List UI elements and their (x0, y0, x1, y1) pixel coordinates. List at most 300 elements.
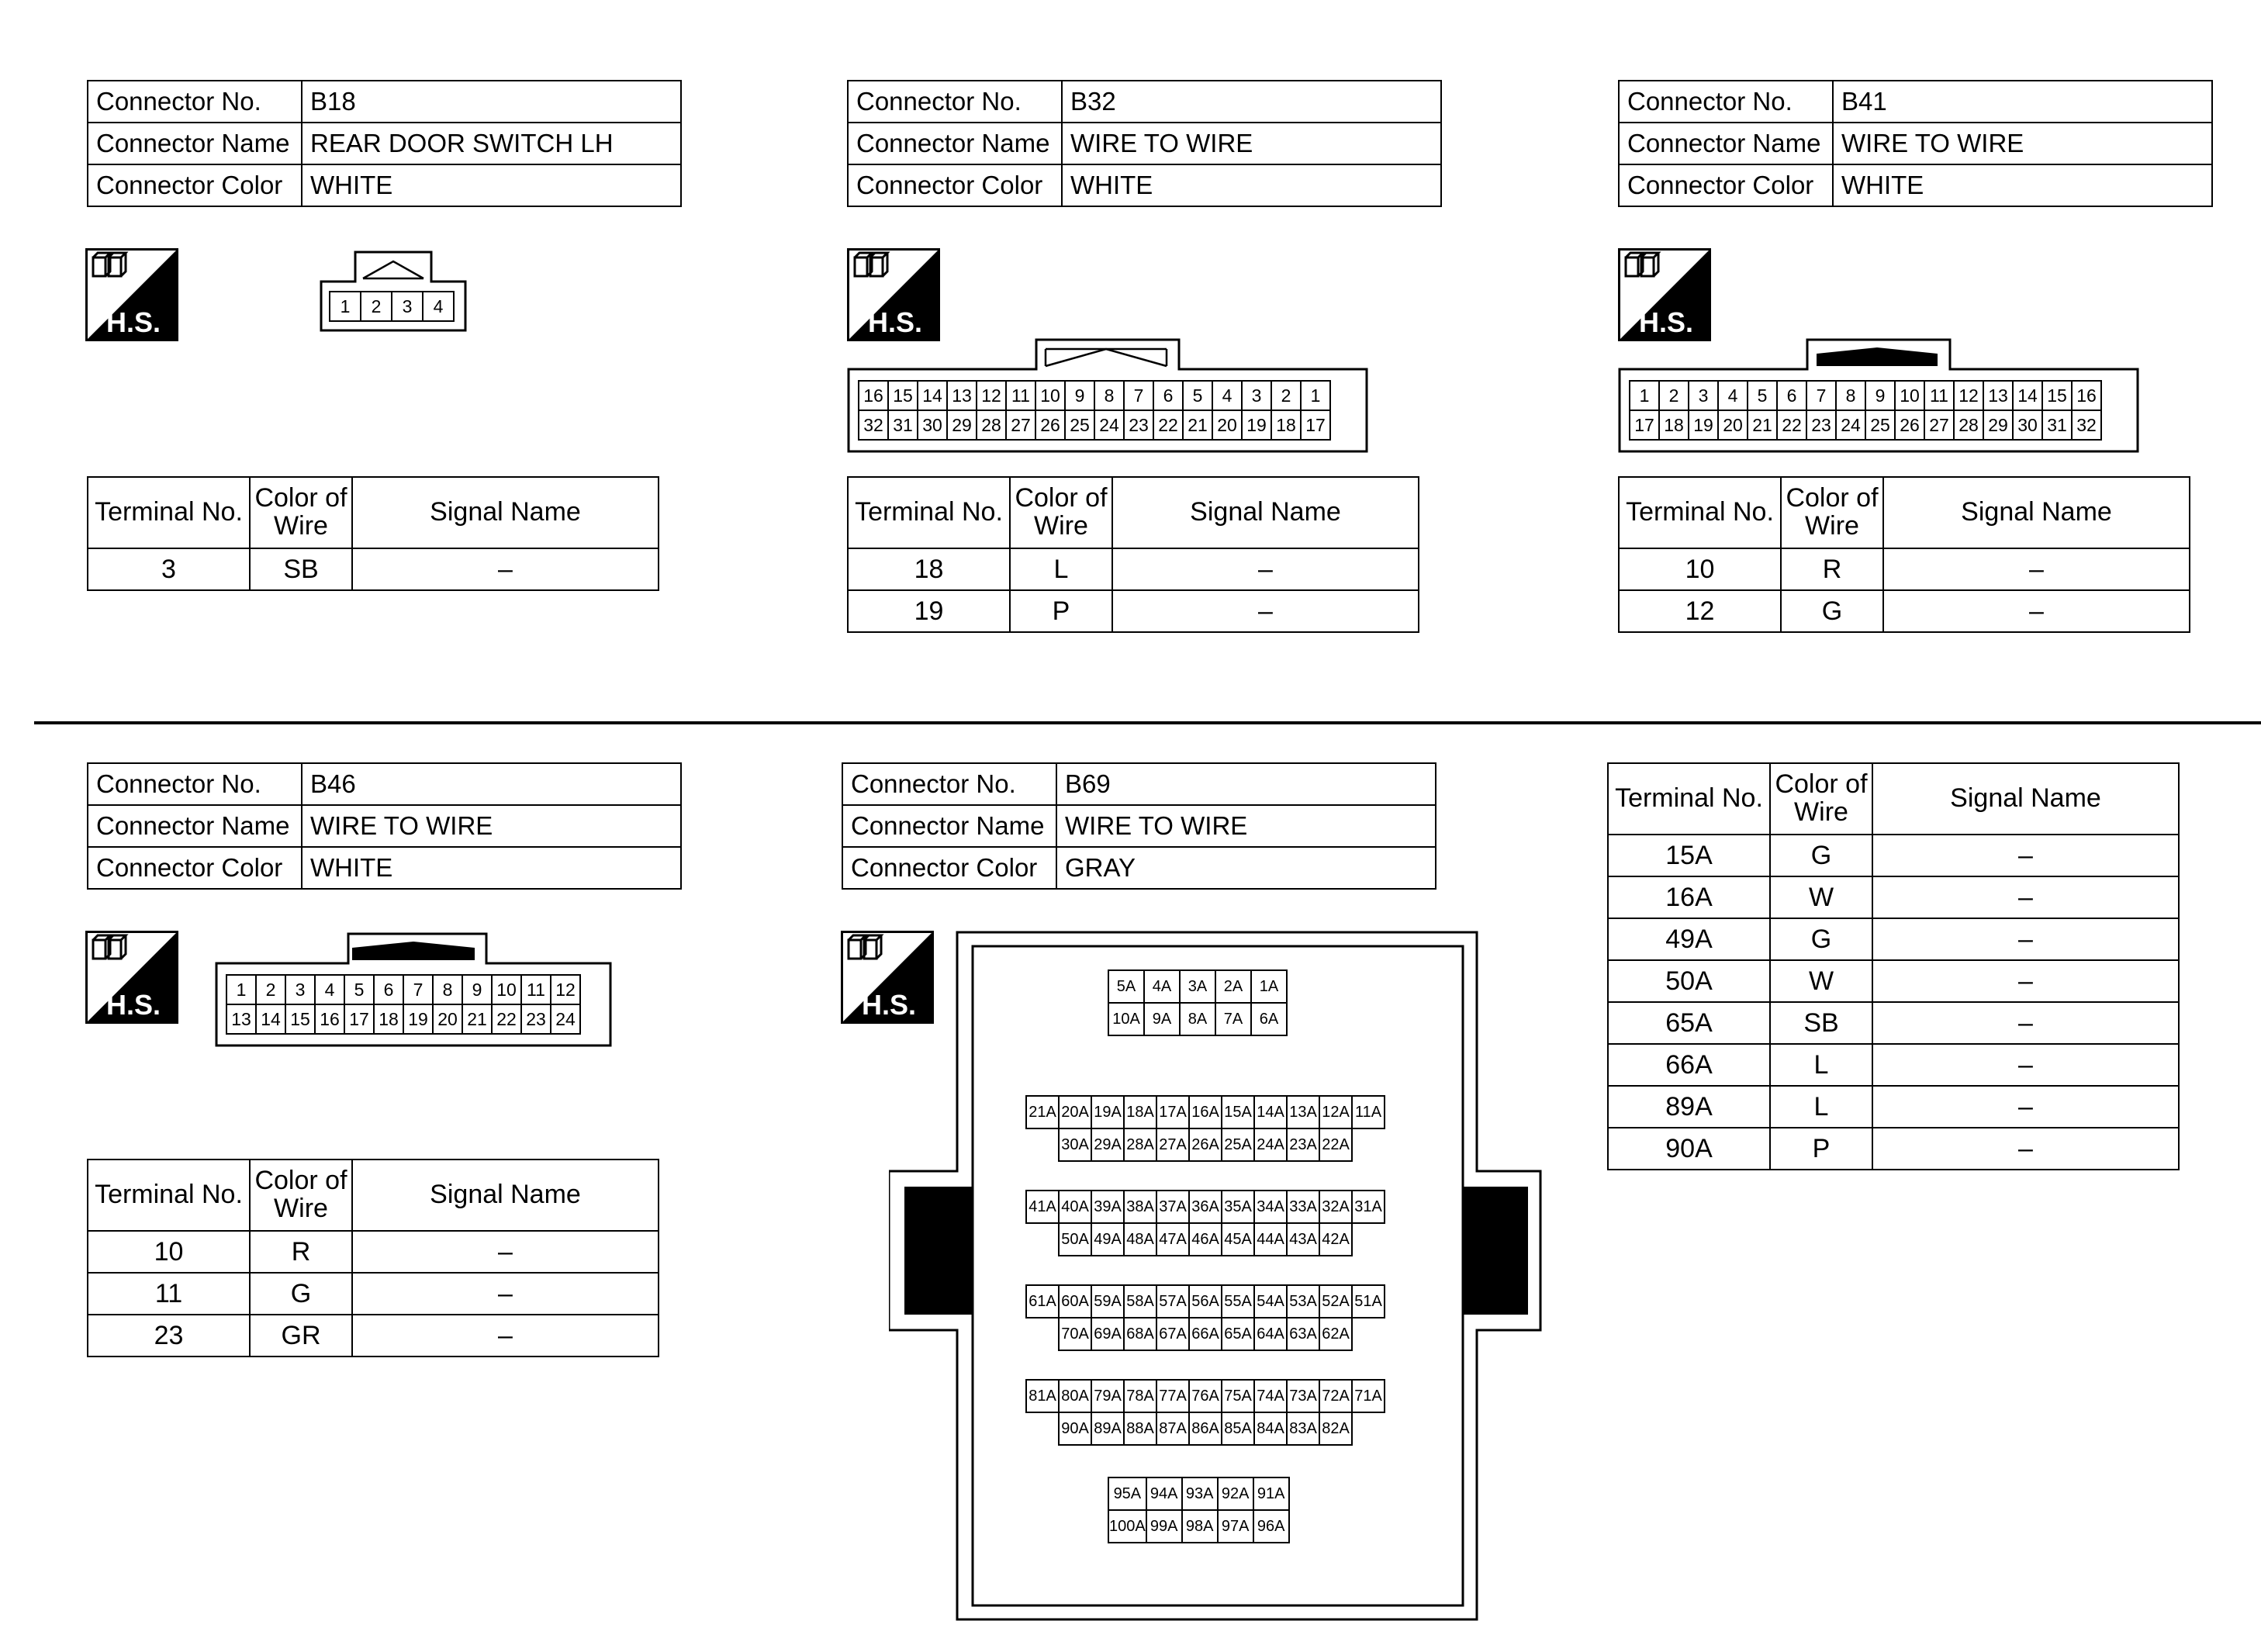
pin-7: 7 (403, 975, 433, 1004)
terminal-no-cell: 18 (848, 548, 1010, 590)
pin-3: 3 (1689, 381, 1718, 410)
pin-24: 24 (1094, 410, 1124, 440)
pin-2: 2 (256, 975, 285, 1004)
table-row (88, 1315, 659, 1357)
pin-grid (1108, 969, 1288, 1036)
pin-2: 2 (361, 292, 392, 321)
wire-color-cell: G (250, 1273, 352, 1315)
pin-28: 28 (1954, 410, 1983, 440)
pin-32A: 32A (1319, 1191, 1352, 1223)
pin-4: 4 (423, 292, 454, 321)
table-row (1619, 590, 2190, 632)
pin-15: 15 (285, 1004, 315, 1034)
pin-93A: 93A (1182, 1477, 1218, 1510)
pin-96A: 96A (1253, 1510, 1289, 1543)
connector-name-value: WIRE TO WIRE (1833, 123, 2212, 164)
pin-24: 24 (1836, 410, 1865, 440)
label-connector-no: Connector No. (1619, 81, 1833, 123)
pin-43A: 43A (1287, 1223, 1319, 1256)
pin-97A: 97A (1218, 1510, 1253, 1543)
pin-28: 28 (977, 410, 1006, 440)
pin-group-2 (1025, 1095, 1385, 1162)
pin-36A: 36A (1189, 1191, 1222, 1223)
label-connector-name: Connector Name (88, 123, 302, 164)
connector-color-value: WHITE (1833, 164, 2212, 206)
pin-2: 2 (1659, 381, 1689, 410)
table-row (88, 548, 659, 590)
wire-color-cell: G (1770, 918, 1872, 960)
label-connector-name: Connector Name (1619, 123, 1833, 164)
pin-16A: 16A (1189, 1096, 1222, 1128)
pin-75A: 75A (1222, 1380, 1254, 1412)
hs-label: H.S. (1638, 306, 1694, 338)
pin-8: 8 (1836, 381, 1865, 410)
pin-7A: 7A (1215, 1003, 1251, 1035)
connector-info-b32 (847, 80, 1442, 207)
pin-20: 20 (1212, 410, 1242, 440)
pin-25: 25 (1065, 410, 1094, 440)
pin-53A: 53A (1287, 1285, 1319, 1318)
header-color-of-wire: Color of Wire (1770, 763, 1872, 835)
pin-1: 1 (226, 975, 256, 1004)
terminal-no-cell: 49A (1608, 918, 1770, 960)
pin-84A: 84A (1254, 1412, 1287, 1445)
pin-29: 29 (947, 410, 977, 440)
connector-info-b18 (87, 80, 682, 207)
pin-37A: 37A (1156, 1191, 1189, 1223)
terminal-no-cell: 3 (88, 548, 250, 590)
pin-11: 11 (1924, 381, 1954, 410)
pin-21: 21 (1183, 410, 1212, 440)
pin-3: 3 (285, 975, 315, 1004)
pin-27: 27 (1924, 410, 1954, 440)
connector-face-b41 (1618, 338, 2139, 453)
pin-14: 14 (256, 1004, 285, 1034)
connector-face-b46 (215, 932, 612, 1047)
pin-58A: 58A (1124, 1285, 1156, 1318)
terminal-no-cell: 23 (88, 1315, 250, 1357)
pin-70A: 70A (1059, 1318, 1091, 1350)
pin-15: 15 (888, 381, 918, 410)
connector-info-b69 (842, 762, 1436, 890)
pin-85A: 85A (1222, 1412, 1254, 1445)
pin-23: 23 (521, 1004, 551, 1034)
pin-63A: 63A (1287, 1318, 1319, 1350)
terminal-table-b46 (87, 1159, 659, 1357)
connector-name-value: WIRE TO WIRE (302, 805, 681, 847)
pin-45A: 45A (1222, 1223, 1254, 1256)
pin-20: 20 (433, 1004, 462, 1034)
label-connector-color: Connector Color (88, 164, 302, 206)
signal-name-cell: – (1883, 548, 2190, 590)
pin-19A: 19A (1091, 1096, 1124, 1128)
harness-side-icon (1618, 248, 1711, 341)
pin-87A: 87A (1156, 1412, 1189, 1445)
pin-98A: 98A (1182, 1510, 1218, 1543)
pin-1A: 1A (1251, 970, 1287, 1003)
pin-79A: 79A (1091, 1380, 1124, 1412)
pin-11: 11 (521, 975, 551, 1004)
pin-89A: 89A (1091, 1412, 1124, 1445)
wire-color-cell: W (1770, 960, 1872, 1002)
pin-29A: 29A (1091, 1128, 1124, 1161)
pin-46A: 46A (1189, 1223, 1222, 1256)
table-row (1608, 918, 2179, 960)
pin-22: 22 (1777, 410, 1806, 440)
pin-17: 17 (344, 1004, 374, 1034)
pin-48A: 48A (1124, 1223, 1156, 1256)
pin-30: 30 (2013, 410, 2042, 440)
connector-face-b69 (889, 931, 1542, 1621)
harness-side-icon (847, 248, 940, 341)
pin-99A: 99A (1146, 1510, 1182, 1543)
pin-17A: 17A (1156, 1096, 1189, 1128)
label-connector-no: Connector No. (848, 81, 1062, 123)
pin-group-5 (1025, 1379, 1385, 1446)
pin-grid (1108, 1477, 1290, 1543)
pin-4A: 4A (1144, 970, 1180, 1003)
pin-grid (1025, 1190, 1385, 1256)
pin-78A: 78A (1124, 1380, 1156, 1412)
pin-56A: 56A (1189, 1285, 1222, 1318)
pin-71A: 71A (1352, 1380, 1385, 1412)
pin-51A: 51A (1352, 1285, 1385, 1318)
hs-label: H.S. (105, 989, 161, 1021)
label-connector-no: Connector No. (842, 763, 1056, 805)
terminal-no-cell: 12 (1619, 590, 1781, 632)
pin-64A: 64A (1254, 1318, 1287, 1350)
pin-100A: 100A (1108, 1510, 1146, 1543)
signal-name-cell: – (1872, 1128, 2179, 1170)
label-connector-no: Connector No. (88, 81, 302, 123)
pin-group-3 (1025, 1190, 1385, 1256)
wire-color-cell: R (1781, 548, 1883, 590)
pin-16: 16 (315, 1004, 344, 1034)
pin-21A: 21A (1026, 1096, 1059, 1128)
terminal-no-cell: 50A (1608, 960, 1770, 1002)
pin-31: 31 (2042, 410, 2072, 440)
pin-14A: 14A (1254, 1096, 1287, 1128)
terminal-no-cell: 66A (1608, 1044, 1770, 1086)
header-color-of-wire: Color of Wire (250, 477, 352, 548)
pin-61A: 61A (1026, 1285, 1059, 1318)
connector-name-value: WIRE TO WIRE (1062, 123, 1441, 164)
pin-54A: 54A (1254, 1285, 1287, 1318)
pin-1: 1 (330, 292, 361, 321)
pin-57A: 57A (1156, 1285, 1189, 1318)
pin-4: 4 (315, 975, 344, 1004)
pin-72A: 72A (1319, 1380, 1352, 1412)
signal-name-cell: – (1872, 1002, 2179, 1044)
pin-27A: 27A (1156, 1128, 1189, 1161)
pin-8A: 8A (1180, 1003, 1215, 1035)
pin-55A: 55A (1222, 1285, 1254, 1318)
wire-color-cell: L (1770, 1044, 1872, 1086)
label-connector-name: Connector Name (842, 805, 1056, 847)
pin-7: 7 (1124, 381, 1153, 410)
pin-10: 10 (492, 975, 521, 1004)
terminal-no-cell: 15A (1608, 835, 1770, 876)
wire-color-cell: SB (250, 548, 352, 590)
connector-info-b46 (87, 762, 682, 890)
pin-44A: 44A (1254, 1223, 1287, 1256)
pin-1: 1 (1301, 381, 1330, 410)
pin-5: 5 (1183, 381, 1212, 410)
header-signal-name: Signal Name (1883, 477, 2190, 548)
pin-6: 6 (1777, 381, 1806, 410)
pin-91A: 91A (1253, 1477, 1289, 1510)
pin-65A: 65A (1222, 1318, 1254, 1350)
pin-19: 19 (1242, 410, 1271, 440)
pin-19: 19 (403, 1004, 433, 1034)
pin-11A: 11A (1352, 1096, 1385, 1128)
pin-5: 5 (344, 975, 374, 1004)
pin-7: 7 (1806, 381, 1836, 410)
pin-22A: 22A (1319, 1128, 1352, 1161)
pin-3: 3 (1242, 381, 1271, 410)
signal-name-cell: – (352, 1273, 659, 1315)
pin-18A: 18A (1124, 1096, 1156, 1128)
hs-label: H.S. (867, 306, 923, 338)
pin-grid (1025, 1284, 1385, 1351)
section-divider (34, 721, 2261, 724)
table-row (1608, 1128, 2179, 1170)
pin-49A: 49A (1091, 1223, 1124, 1256)
pin-13: 13 (226, 1004, 256, 1034)
pin-52A: 52A (1319, 1285, 1352, 1318)
pin-12: 12 (551, 975, 580, 1004)
pin-12: 12 (977, 381, 1006, 410)
terminal-table-b69 (1607, 762, 2180, 1170)
pin-group-6 (1108, 1477, 1290, 1543)
pin-9: 9 (1065, 381, 1094, 410)
table-row (848, 548, 1419, 590)
pin-9: 9 (462, 975, 492, 1004)
pin-18: 18 (1271, 410, 1301, 440)
terminal-no-cell: 10 (1619, 548, 1781, 590)
header-signal-name: Signal Name (1872, 763, 2179, 835)
signal-name-cell: – (352, 1231, 659, 1273)
terminal-no-cell: 16A (1608, 876, 1770, 918)
connector-name-value: REAR DOOR SWITCH LH (302, 123, 681, 164)
connector-name-value: WIRE TO WIRE (1056, 805, 1436, 847)
connector-no-value: B32 (1062, 81, 1441, 123)
table-row (1608, 1044, 2179, 1086)
wire-color-cell: L (1770, 1086, 1872, 1128)
pin-95A: 95A (1108, 1477, 1146, 1510)
pin-76A: 76A (1189, 1380, 1222, 1412)
pin-23: 23 (1806, 410, 1836, 440)
table-row (1608, 1086, 2179, 1128)
harness-side-icon (85, 931, 178, 1024)
pin-17: 17 (1630, 410, 1659, 440)
terminal-table-b18 (87, 476, 659, 591)
label-connector-color: Connector Color (848, 164, 1062, 206)
label-connector-color: Connector Color (842, 847, 1056, 889)
pin-38A: 38A (1124, 1191, 1156, 1223)
pin-6: 6 (1153, 381, 1183, 410)
pin-20: 20 (1718, 410, 1748, 440)
pin-22: 22 (492, 1004, 521, 1034)
pin-22: 22 (1153, 410, 1183, 440)
pin-69A: 69A (1091, 1318, 1124, 1350)
pin-68A: 68A (1124, 1318, 1156, 1350)
pin-62A: 62A (1319, 1318, 1352, 1350)
pin-grid (329, 291, 455, 322)
pin-41A: 41A (1026, 1191, 1059, 1223)
signal-name-cell: – (1872, 876, 2179, 918)
pin-80A: 80A (1059, 1380, 1091, 1412)
table-row (88, 1273, 659, 1315)
signal-name-cell: – (1883, 590, 2190, 632)
header-signal-name: Signal Name (352, 1160, 659, 1231)
pin-2: 2 (1271, 381, 1301, 410)
pin-24A: 24A (1254, 1128, 1287, 1161)
pin-4: 4 (1212, 381, 1242, 410)
pin-24: 24 (551, 1004, 580, 1034)
pin-1: 1 (1630, 381, 1659, 410)
wire-color-cell: P (1010, 590, 1112, 632)
pin-18: 18 (374, 1004, 403, 1034)
pin-6: 6 (374, 975, 403, 1004)
pin-8: 8 (433, 975, 462, 1004)
table-row (1608, 960, 2179, 1002)
pin-12A: 12A (1319, 1096, 1352, 1128)
wire-color-cell: L (1010, 548, 1112, 590)
connector-color-value: GRAY (1056, 847, 1436, 889)
terminal-no-cell: 65A (1608, 1002, 1770, 1044)
pin-21: 21 (1748, 410, 1777, 440)
terminal-no-cell: 11 (88, 1273, 250, 1315)
pin-group-4 (1025, 1284, 1385, 1351)
pin-32: 32 (2072, 410, 2101, 440)
header-signal-name: Signal Name (1112, 477, 1419, 548)
pin-12: 12 (1954, 381, 1983, 410)
pin-74A: 74A (1254, 1380, 1287, 1412)
pin-60A: 60A (1059, 1285, 1091, 1318)
signal-name-cell: – (1872, 1044, 2179, 1086)
label-connector-name: Connector Name (88, 805, 302, 847)
terminal-table-b32 (847, 476, 1419, 633)
pin-5A: 5A (1108, 970, 1144, 1003)
pin-grid (226, 974, 581, 1035)
pin-30: 30 (918, 410, 947, 440)
pin-86A: 86A (1189, 1412, 1222, 1445)
pin-19: 19 (1689, 410, 1718, 440)
table-row (88, 1231, 659, 1273)
terminal-no-cell: 90A (1608, 1128, 1770, 1170)
pin-26: 26 (1895, 410, 1924, 440)
header-terminal-no: Terminal No. (848, 477, 1010, 548)
signal-name-cell: – (1112, 548, 1419, 590)
connector-no-value: B41 (1833, 81, 2212, 123)
connector-no-value: B69 (1056, 763, 1436, 805)
connector-no-value: B18 (302, 81, 681, 123)
pin-15A: 15A (1222, 1096, 1254, 1128)
pin-88A: 88A (1124, 1412, 1156, 1445)
pin-83A: 83A (1287, 1412, 1319, 1445)
connector-no-value: B46 (302, 763, 681, 805)
signal-name-cell: – (1872, 960, 2179, 1002)
header-color-of-wire: Color of Wire (1781, 477, 1883, 548)
pin-2A: 2A (1215, 970, 1251, 1003)
pin-13: 13 (1983, 381, 2013, 410)
label-connector-no: Connector No. (88, 763, 302, 805)
connector-info-b41 (1618, 80, 2213, 207)
pin-9A: 9A (1144, 1003, 1180, 1035)
header-terminal-no: Terminal No. (88, 1160, 250, 1231)
pin-39A: 39A (1091, 1191, 1124, 1223)
signal-name-cell: – (1872, 918, 2179, 960)
header-terminal-no: Terminal No. (88, 477, 250, 548)
hs-label: H.S. (105, 306, 161, 338)
pin-3: 3 (392, 292, 423, 321)
terminal-no-cell: 19 (848, 590, 1010, 632)
pin-26: 26 (1035, 410, 1065, 440)
pin-81A: 81A (1026, 1380, 1059, 1412)
pin-grid (1025, 1095, 1385, 1162)
pin-grid (1629, 380, 2102, 441)
wire-color-cell: G (1770, 835, 1872, 876)
table-row (1608, 1002, 2179, 1044)
wire-color-cell: P (1770, 1128, 1872, 1170)
connector-face-b18 (320, 251, 467, 332)
pin-3A: 3A (1180, 970, 1215, 1003)
pin-82A: 82A (1319, 1412, 1352, 1445)
signal-name-cell: – (1872, 835, 2179, 876)
pin-13A: 13A (1287, 1096, 1319, 1128)
pin-13: 13 (947, 381, 977, 410)
pin-23: 23 (1124, 410, 1153, 440)
pin-77A: 77A (1156, 1380, 1189, 1412)
harness-side-icon (85, 248, 178, 341)
terminal-no-cell: 89A (1608, 1086, 1770, 1128)
header-terminal-no: Terminal No. (1608, 763, 1770, 835)
wire-color-cell: W (1770, 876, 1872, 918)
pin-31: 31 (888, 410, 918, 440)
header-signal-name: Signal Name (352, 477, 659, 548)
pin-50A: 50A (1059, 1223, 1091, 1256)
pin-16: 16 (2072, 381, 2101, 410)
connector-color-value: WHITE (1062, 164, 1441, 206)
pin-28A: 28A (1124, 1128, 1156, 1161)
pin-66A: 66A (1189, 1318, 1222, 1350)
pin-5: 5 (1748, 381, 1777, 410)
pin-14: 14 (918, 381, 947, 410)
pin-90A: 90A (1059, 1412, 1091, 1445)
pin-6A: 6A (1251, 1003, 1287, 1035)
wire-color-cell: GR (250, 1315, 352, 1357)
pin-32: 32 (859, 410, 888, 440)
header-color-of-wire: Color of Wire (1010, 477, 1112, 548)
signal-name-cell: – (1112, 590, 1419, 632)
pin-33A: 33A (1287, 1191, 1319, 1223)
pin-94A: 94A (1146, 1477, 1182, 1510)
connector-color-value: WHITE (302, 164, 681, 206)
pin-31A: 31A (1352, 1191, 1385, 1223)
pin-16: 16 (859, 381, 888, 410)
pin-10A: 10A (1108, 1003, 1144, 1035)
label-connector-color: Connector Color (1619, 164, 1833, 206)
pin-92A: 92A (1218, 1477, 1253, 1510)
pin-26A: 26A (1189, 1128, 1222, 1161)
pin-grid (1025, 1379, 1385, 1446)
pin-grid (858, 380, 1331, 441)
pin-29: 29 (1983, 410, 2013, 440)
table-row (1608, 835, 2179, 876)
pin-18: 18 (1659, 410, 1689, 440)
hs-label: H.S. (861, 989, 917, 1021)
